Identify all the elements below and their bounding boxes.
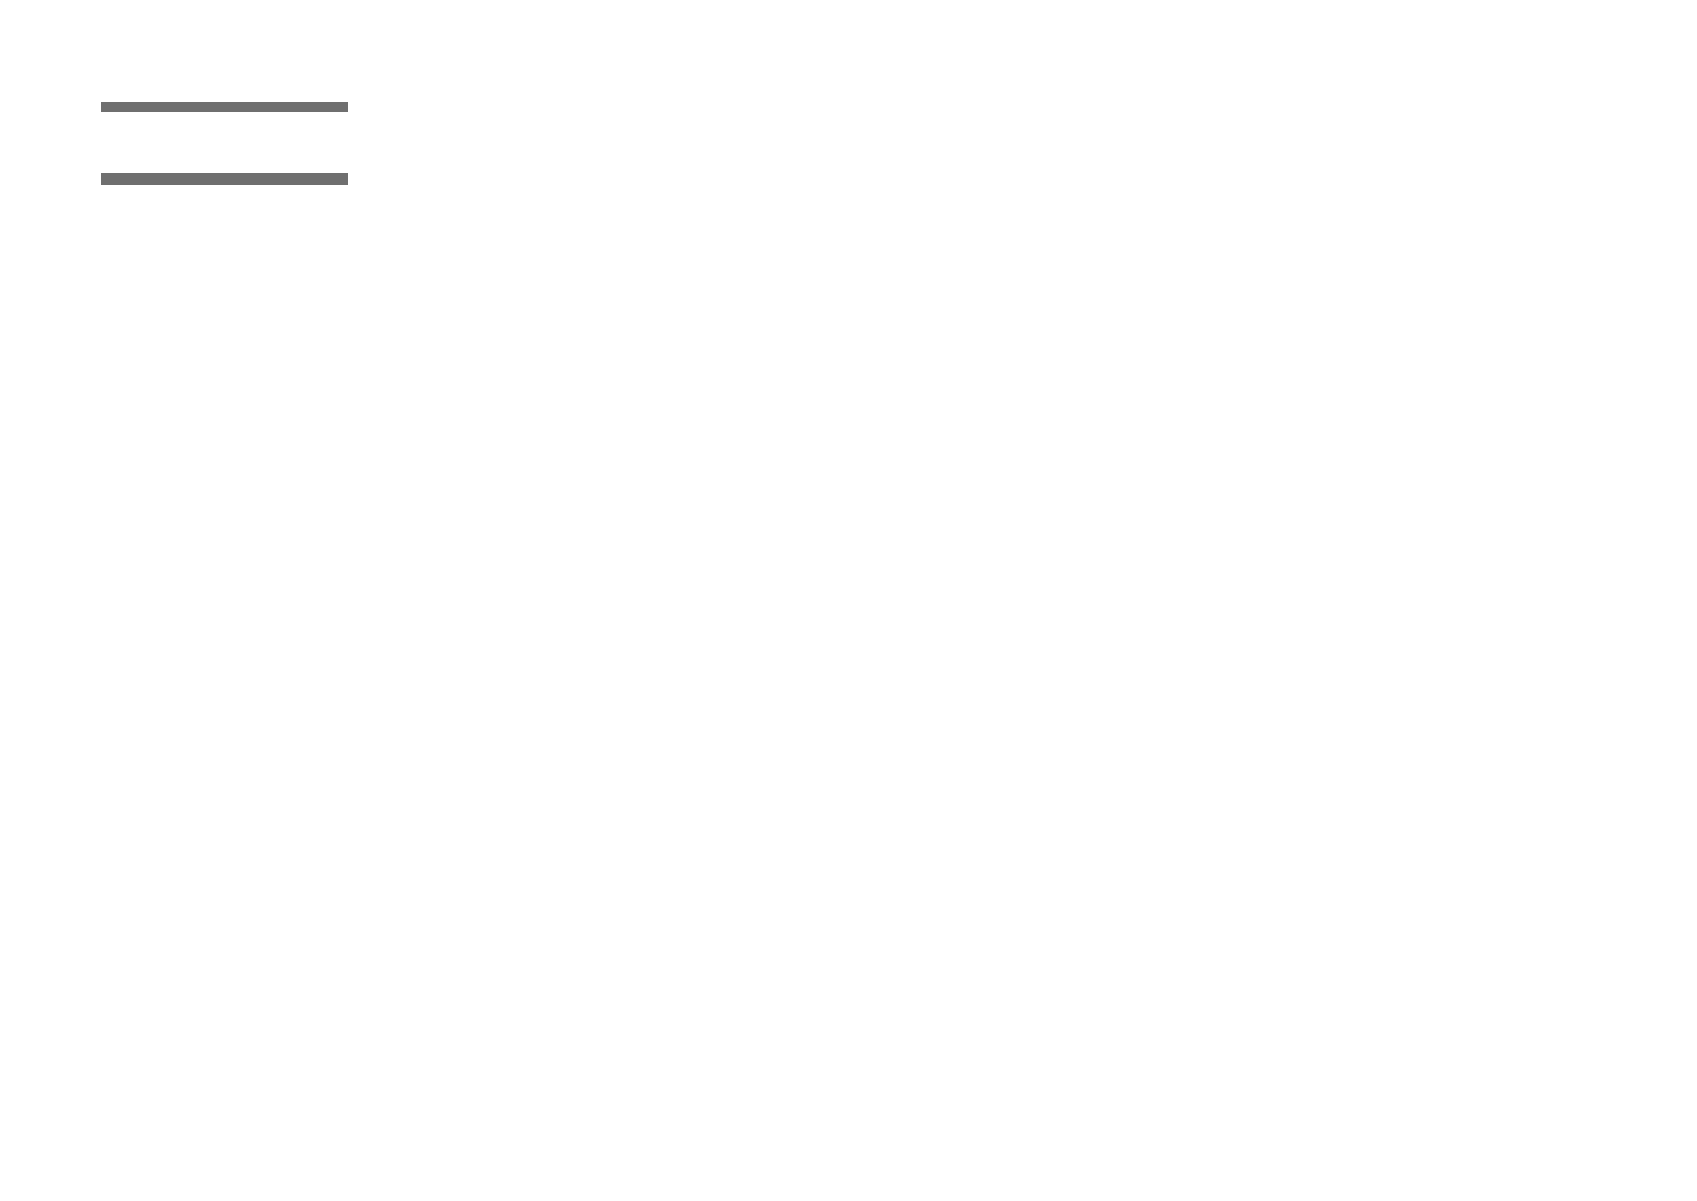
logo-bar-top [101, 102, 348, 112]
logo-bar-bottom [101, 173, 348, 185]
rywal-logo [101, 102, 348, 185]
